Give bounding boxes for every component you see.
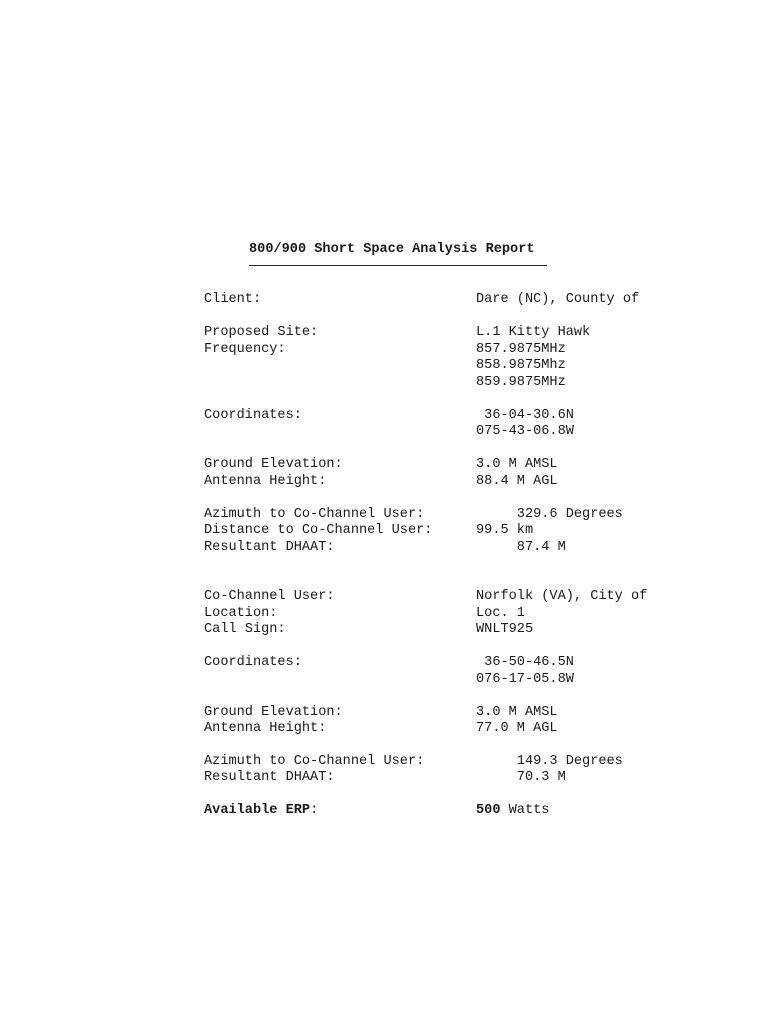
cochannel-user-label: Co-Channel User:	[204, 589, 335, 604]
location-row	[0, 606, 525, 623]
frequency-value: 857.9875MHz	[476, 342, 566, 357]
report-title: 800/900 Short Space Analysis Report	[249, 242, 547, 266]
antenna-height-label: Antenna Height:	[204, 474, 327, 489]
frequency-value: 859.9875MHz	[476, 375, 566, 390]
available-erp-unit: Watts	[500, 803, 550, 818]
cochannel-ground-elevation-row	[0, 705, 558, 722]
proposed-site-value: L.1 Kitty Hawk	[476, 325, 591, 340]
dhaat-label: Resultant DHAAT:	[204, 540, 335, 555]
dhaat-value: 70.3 M	[476, 770, 566, 785]
proposed-azimuth-row	[0, 507, 623, 524]
callsign-row	[0, 622, 534, 639]
ground-elevation-label: Ground Elevation:	[204, 457, 343, 472]
longitude-value: 075-43-06.8W	[476, 424, 574, 439]
available-erp-colon: :	[310, 803, 319, 818]
proposed-ground-elevation-row	[0, 457, 558, 474]
antenna-height-value: 77.0 M AGL	[476, 721, 558, 736]
callsign-value: WNLT925	[476, 622, 534, 637]
azimuth-value: 329.6 Degrees	[476, 507, 623, 522]
antenna-height-value: 88.4 M AGL	[476, 474, 558, 489]
frequency-value: 858.9875Mhz	[476, 358, 566, 373]
available-erp-row	[0, 803, 550, 820]
azimuth-label: Azimuth to Co-Channel User:	[204, 507, 425, 522]
dhaat-value: 87.4 M	[476, 540, 566, 555]
azimuth-label: Azimuth to Co-Channel User:	[204, 754, 425, 769]
cochannel-coordinates-row	[0, 655, 574, 672]
proposed-longitude-row	[0, 424, 574, 441]
dhaat-label: Resultant DHAAT:	[204, 770, 335, 785]
proposed-antenna-height-row	[0, 474, 558, 491]
frequency-row	[0, 375, 566, 392]
latitude-value: 36-04-30.6N	[476, 408, 574, 423]
callsign-label: Call Sign:	[204, 622, 286, 637]
cochannel-antenna-height-row	[0, 721, 558, 738]
cochannel-user-row	[0, 589, 648, 606]
latitude-value: 36-50-46.5N	[476, 655, 574, 670]
distance-value: 99.5 km	[476, 523, 534, 538]
cochannel-dhaat-row	[0, 770, 566, 787]
available-erp-value-group	[476, 803, 549, 820]
frequency-row	[0, 342, 566, 359]
location-value: Loc. 1	[476, 606, 525, 621]
client-label: Client:	[204, 292, 262, 307]
ground-elevation-value: 3.0 M AMSL	[476, 705, 558, 720]
location-label: Location:	[204, 606, 278, 621]
distance-row	[0, 523, 534, 540]
coordinates-label: Coordinates:	[204, 408, 302, 423]
proposed-site-label: Proposed Site:	[204, 325, 319, 340]
available-erp-label-group	[204, 803, 318, 820]
cochannel-longitude-row	[0, 672, 574, 689]
frequency-label: Frequency:	[204, 342, 286, 357]
coordinates-label: Coordinates:	[204, 655, 302, 670]
ground-elevation-value: 3.0 M AMSL	[476, 457, 558, 472]
available-erp-label: Available ERP	[204, 803, 311, 818]
cochannel-azimuth-row	[0, 754, 623, 771]
cochannel-user-value: Norfolk (VA), City of	[476, 589, 648, 604]
ground-elevation-label: Ground Elevation:	[204, 705, 343, 720]
client-value: Dare (NC), County of	[476, 292, 640, 307]
proposed-dhaat-row	[0, 540, 566, 557]
longitude-value: 076-17-05.8W	[476, 672, 574, 687]
available-erp-value: 500	[476, 803, 501, 818]
client-row	[0, 292, 640, 309]
antenna-height-label: Antenna Height:	[204, 721, 327, 736]
azimuth-value: 149.3 Degrees	[476, 754, 623, 769]
proposed-coordinates-row	[0, 408, 574, 425]
distance-label: Distance to Co-Channel User:	[204, 523, 433, 538]
proposed-site-row	[0, 325, 591, 342]
frequency-row	[0, 358, 566, 375]
